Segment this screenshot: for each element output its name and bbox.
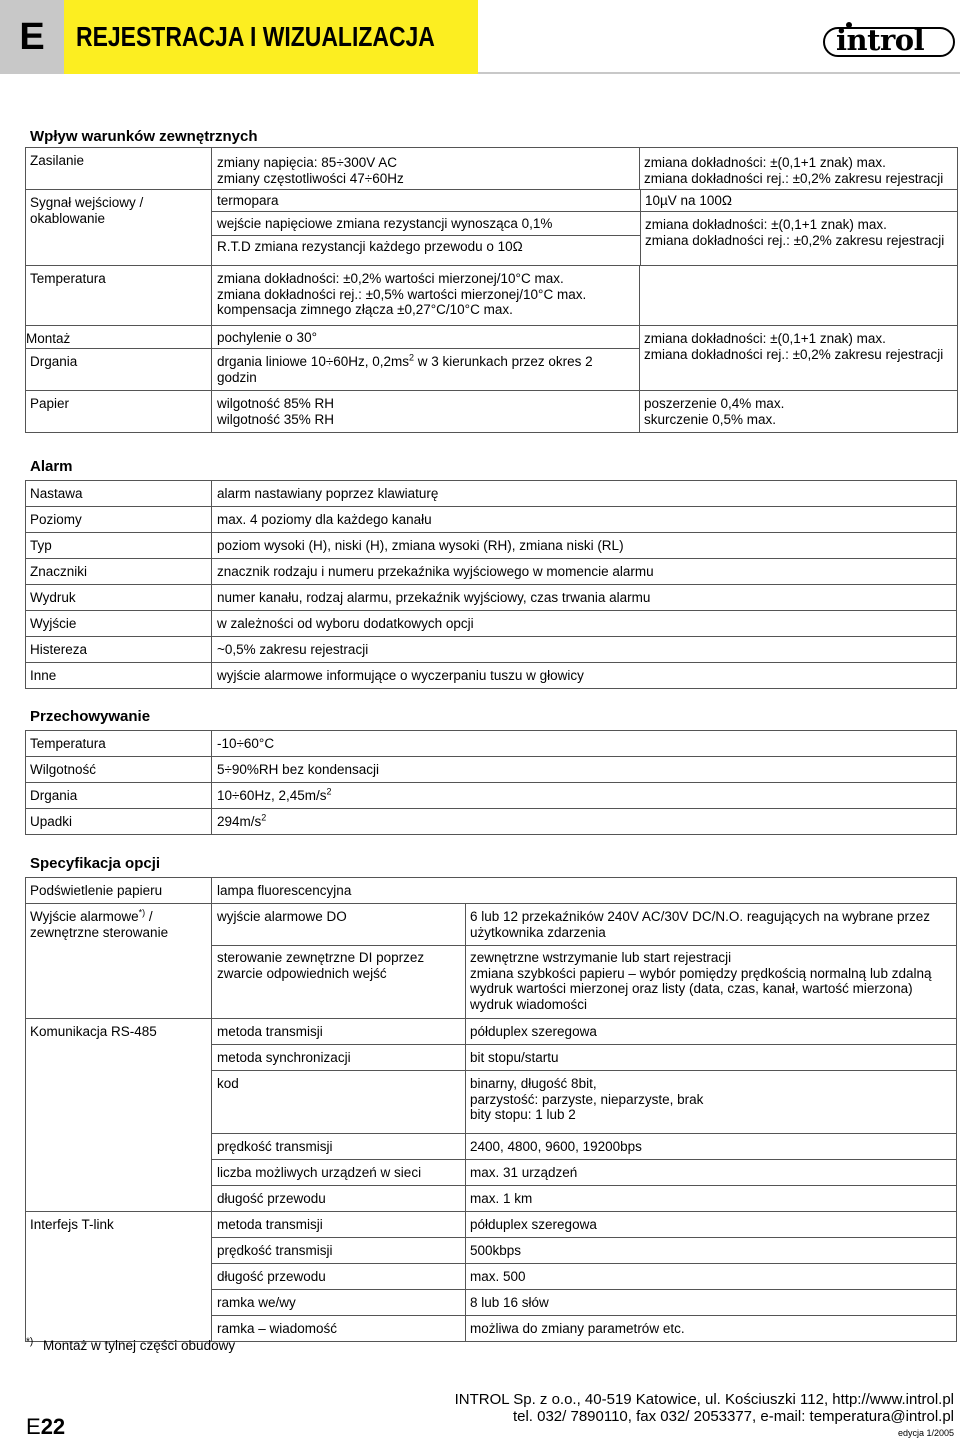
row-label: Wilgotność xyxy=(26,757,212,783)
text-line: wydruk wartości mierzonej oraz listy (data, czas, kanał, wartość mierzona) xyxy=(470,981,913,996)
text-line: skurczenie 0,5% max. xyxy=(644,411,777,427)
footer-contact xyxy=(455,1391,954,1425)
text-line: zmiana dokładności rej.: ±0,2% zakresu rejestracji xyxy=(645,233,945,248)
row-value xyxy=(466,1045,957,1071)
row-key: długość przewodu xyxy=(212,1185,466,1211)
row-value xyxy=(466,1159,957,1185)
row-label: Typ xyxy=(26,533,212,559)
row-label: Drgania xyxy=(26,783,212,809)
row-value xyxy=(466,1071,957,1134)
company-address: INTROL Sp. z o.o., 40-519 Katowice, ul. Kościuszki 112, http://www.introl.pl xyxy=(454,1391,954,1408)
chapter-letter: E xyxy=(19,15,45,58)
chapter-letter-box xyxy=(0,0,64,74)
table-row xyxy=(26,1019,957,1045)
row-label: Wydruk xyxy=(26,585,212,611)
row-key: metoda transmisji xyxy=(212,1211,466,1237)
header-rule xyxy=(478,72,960,74)
text-line: zmiany napięcia: 85÷300V AC xyxy=(217,155,398,170)
row-value: numer kanału, rodzaj alarmu, przekaźnik wyjściowy, czas trwania alarmu xyxy=(212,585,957,611)
row-value: max. 500 xyxy=(466,1263,957,1289)
col-divider xyxy=(640,190,641,266)
footnote xyxy=(26,1338,235,1354)
row-value: ~0,5% zakresu rejestracji xyxy=(212,637,957,663)
page-prefix: E xyxy=(26,1414,41,1439)
text-line: R.T.D zmiana rezystancji każdego przewodu o 10Ω xyxy=(217,239,523,254)
row-key: ramka – wiadomość xyxy=(212,1315,466,1341)
row-label: Inne xyxy=(26,663,212,689)
text-line: binarny, długość 8bit, xyxy=(470,1076,597,1091)
table-row xyxy=(26,190,958,266)
superscript: 2 xyxy=(326,786,332,797)
row-key: liczba możliwych urządzeń w sieci xyxy=(212,1159,466,1185)
text-line: zmiana dokładności rej.: ±0,2% zakresu rejestracji xyxy=(644,346,944,362)
row-key: prędkość transmisji xyxy=(212,1133,466,1159)
text-line: 6 lub 12 przekaźników 240V AC/30V DC/N.O. reagujących na wybrane przez xyxy=(470,909,930,924)
row-value-right xyxy=(640,266,958,326)
row-value: poziom wysoki (H), niski (H), zmiana wysoki (RH), zmiana niski (RL) xyxy=(212,533,957,559)
text-line: użytkownika zdarzenia xyxy=(470,924,606,940)
table-row xyxy=(26,148,958,190)
text-line: wejście napięciowe zmiana rezystancji wynosząca 0,1% xyxy=(217,216,553,231)
row-label: Temperatura xyxy=(26,266,212,326)
row-key: metoda synchronizacji xyxy=(212,1045,466,1071)
text-line: wydruk wiadomości xyxy=(470,996,588,1012)
chapter-title-box xyxy=(64,0,478,74)
text-line: godzin xyxy=(217,369,257,385)
row-value: możliwa do zmiany parametrów etc. xyxy=(466,1315,957,1341)
superscript: 2 xyxy=(261,812,267,823)
value-text: 294m/s xyxy=(217,814,262,829)
table-row xyxy=(26,731,957,757)
row-label: Komunikacja RS-485 xyxy=(26,1019,212,1212)
row-label xyxy=(26,190,212,266)
row-key: metoda transmisji xyxy=(212,1019,466,1045)
text-line: zewnętrzne wstrzymanie lub start rejestracji xyxy=(470,950,732,965)
row-value xyxy=(466,1133,957,1159)
text-line: zmiana dokładności: ±(0,1+1 znak) max. xyxy=(645,217,887,232)
text-line: bity stopu: 1 lub 2 xyxy=(470,1107,576,1122)
row-label: Wyjście xyxy=(26,611,212,637)
table-row xyxy=(26,878,957,904)
row-value xyxy=(466,1185,957,1211)
row-label: Upadki xyxy=(26,809,212,835)
text-line: Sygnał wejściowy / xyxy=(30,195,144,210)
row-label: Drgania xyxy=(26,349,212,391)
influence-table xyxy=(25,147,958,433)
row-value: w zależności od wyboru dodatkowych opcji xyxy=(212,611,957,637)
text-line: wilgotność 35% RH xyxy=(217,411,335,427)
table-row xyxy=(26,326,958,349)
table-row xyxy=(26,637,957,663)
footnote-mark: *) xyxy=(26,1336,34,1348)
row-label xyxy=(26,904,212,1019)
text-line: max. 31 urządzeń xyxy=(470,1164,578,1180)
text-line: zmiana dokładności rej.: ±0,2% zakresu rejestracji xyxy=(644,170,944,186)
company-contact: tel. 032/ 7890110, fax 032/ 2053377, e-mail: temperatura@introl.pl xyxy=(512,1408,954,1425)
table-row xyxy=(26,585,957,611)
row-key xyxy=(212,946,466,1019)
section-title-options: Specyfikacja opcji xyxy=(30,855,161,872)
table-row xyxy=(26,663,957,689)
row-value: 8 lub 16 słów xyxy=(466,1289,957,1315)
footnote-mark: *) xyxy=(138,907,146,918)
row-value xyxy=(212,266,640,326)
row-value-right xyxy=(640,391,958,433)
row-value xyxy=(212,783,957,809)
row-value xyxy=(212,809,957,835)
text-line: kompensacja zimnego złącza ±0,27°C/10°C max. xyxy=(217,302,513,317)
options-table xyxy=(25,877,957,1342)
text-line: 2400, 4800, 9600, 19200bps xyxy=(470,1138,642,1154)
text-line: drgania liniowe 10÷60Hz, 0,2ms xyxy=(217,354,410,369)
row-value xyxy=(212,757,957,783)
introl-logo xyxy=(822,20,956,58)
value-text: 10÷60Hz, 2,45m/s xyxy=(217,788,327,803)
row-value xyxy=(212,391,640,433)
introl-logo-text: introl xyxy=(836,23,925,57)
storage-table xyxy=(25,730,957,835)
row-label: Nastawa xyxy=(26,481,212,507)
row-divider xyxy=(640,211,958,212)
text-line: półduplex szeregowa xyxy=(470,1024,597,1039)
text-line: poszerzenie 0,4% max. xyxy=(644,396,785,411)
table-row xyxy=(26,611,957,637)
row-value xyxy=(466,946,957,1019)
edition: edycja 1/2005 xyxy=(897,1428,954,1438)
table-row xyxy=(26,757,957,783)
row-label: Temperatura xyxy=(26,731,212,757)
section-title-storage: Przechowywanie xyxy=(30,708,151,725)
text-line: zmiana szybkości papieru – wybór pomiędzy prędkością normalną lub zdalną xyxy=(470,965,932,981)
text-line: zewnętrzne sterowanie xyxy=(30,924,169,940)
row-value: półduplex szeregowa xyxy=(466,1211,957,1237)
table-row xyxy=(26,559,957,585)
table-row xyxy=(26,481,957,507)
row-value xyxy=(212,731,957,757)
row-label: Znaczniki xyxy=(26,559,212,585)
section-title-alarm: Alarm xyxy=(30,458,73,475)
row-value: lampa fluorescencyjna xyxy=(212,878,957,904)
superscript: 2 xyxy=(409,352,415,363)
text-line: zmiana dokładności: ±(0,1+1 znak) max. xyxy=(644,331,886,346)
table-row xyxy=(26,266,958,326)
row-label: Podświetlenie papieru xyxy=(26,878,212,904)
value-text: 5÷90%RH bez kondensacji xyxy=(217,762,379,777)
row-key: ramka we/wy xyxy=(212,1289,466,1315)
row-value-right xyxy=(640,148,958,190)
text-line: Wyjście alarmowe xyxy=(30,909,139,924)
table-row xyxy=(26,1211,957,1237)
text-line: / xyxy=(145,909,153,924)
row-value: znacznik rodzaju i numeru przekaźnika wyjściowego w momencie alarmu xyxy=(212,559,957,585)
section-title-influence: Wpływ warunków zewnętrznych xyxy=(30,128,258,145)
row-value-right xyxy=(640,326,958,391)
text-line: w 3 kierunkach przez okres 2 xyxy=(414,354,593,369)
text-line: zmiana dokładności: ±0,2% wartości mierzonej/10°C max. xyxy=(217,271,564,286)
text-line: bit stopu/startu xyxy=(470,1050,559,1065)
text-line: zmiana dokładności: ±(0,1+1 znak) max. xyxy=(644,155,886,170)
row-value: alarm nastawiany poprzez klawiaturę xyxy=(212,481,957,507)
row-value: pochylenie o 30° xyxy=(212,326,640,349)
row-divider xyxy=(212,235,640,236)
row-key: długość przewodu xyxy=(212,1263,466,1289)
text-line: sterowanie zewnętrzne DI poprzez xyxy=(217,950,425,965)
page-number xyxy=(26,1414,65,1440)
text-line: max. 1 km xyxy=(470,1190,533,1206)
alarm-table xyxy=(25,480,957,689)
text-line: wilgotność 85% RH xyxy=(217,396,335,411)
chapter-title: REJESTRACJA I WIZUALIZACJA xyxy=(76,21,435,52)
row-value xyxy=(212,190,958,266)
page-num: 22 xyxy=(40,1414,66,1439)
table-row xyxy=(26,391,958,433)
text-line: zmiany częstotliwości 47÷60Hz xyxy=(217,170,404,186)
table-row xyxy=(26,904,957,946)
row-value: 500kbps xyxy=(466,1237,957,1263)
value-text: -10÷60°C xyxy=(217,736,275,751)
row-key: prędkość transmisji xyxy=(212,1237,466,1263)
row-label: Histereza xyxy=(26,637,212,663)
row-value xyxy=(212,148,640,190)
text-line: zwarcie odpowiednich wejść xyxy=(217,965,387,981)
text-line: 10µV na 100Ω xyxy=(645,193,732,208)
text-line: zmiana dokładności rej.: ±0,5% wartości mierzonej/10°C max. xyxy=(217,286,587,302)
table-row xyxy=(26,507,957,533)
row-label: Interfejs T-link xyxy=(26,1211,212,1341)
row-value xyxy=(466,904,957,946)
row-key: kod xyxy=(212,1071,466,1134)
row-value: max. 4 poziomy dla każdego kanału xyxy=(212,507,957,533)
footnote-text: Montaż w tylnej części obudowy xyxy=(43,1338,236,1353)
table-row xyxy=(26,783,957,809)
text-line: parzystość: parzyste, nieparzyste, brak xyxy=(470,1091,704,1107)
text-line: okablowanie xyxy=(30,210,106,226)
row-value: wyjście alarmowe informujące o wyczerpaniu tuszu w głowicy xyxy=(212,663,957,689)
row-key: wyjście alarmowe DO xyxy=(212,904,466,946)
row-value xyxy=(466,1019,957,1045)
table-row xyxy=(26,809,957,835)
table-row xyxy=(26,533,957,559)
row-label: Poziomy xyxy=(26,507,212,533)
row-label: Zasilanie xyxy=(26,148,212,190)
text-line: termopara xyxy=(217,193,279,208)
row-label: Montaż xyxy=(26,326,212,349)
row-label: Papier xyxy=(26,391,212,433)
row-value xyxy=(212,349,640,391)
